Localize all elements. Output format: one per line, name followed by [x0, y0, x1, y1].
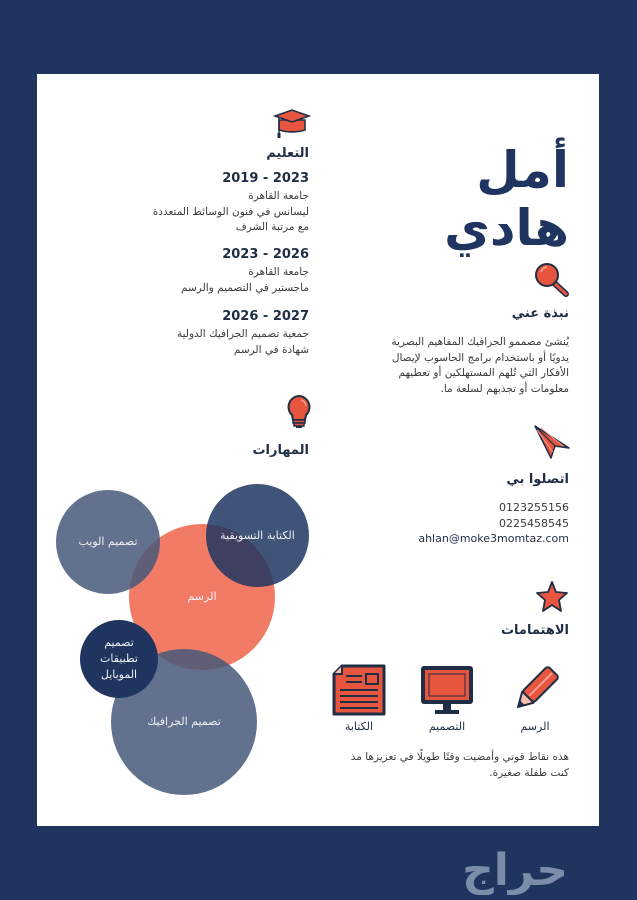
interest-label: الكتابة	[344, 720, 374, 733]
education-item	[109, 171, 309, 236]
interests-text: هذه نقاط قوتي وأمضيت وقتًا طويلًا في تعزيزها مذ كنت طفلة صغيرة.	[350, 751, 569, 779]
interest-label: الرسم	[520, 720, 550, 733]
last-name: هادي	[444, 199, 569, 257]
haraj-watermark	[400, 845, 630, 895]
pencil-icon	[495, 664, 575, 716]
email-link[interactable]: ahlan@moke3momtaz.com	[418, 532, 569, 545]
about-text: يُنشئ مصممو الجرافيك المفاهيم البصرية يدويًا أو باستخدام برامج الحاسوب لإيصال الأفكار التي تُلهم المستهلكين أو تعطيهم معلومات أو تجذبهم لسلعة ما.	[391, 336, 569, 395]
interests-title: الاهتمامات	[500, 623, 569, 638]
education-item	[109, 309, 309, 358]
skill-bubble-mobile-app-design	[80, 620, 158, 698]
education-years: 2019 - 2023	[222, 171, 309, 186]
document-icon	[319, 664, 399, 716]
skill-label: الرسم	[187, 590, 217, 603]
education-line: مع مرتبة الشرف	[235, 221, 309, 233]
contact-details	[418, 500, 569, 547]
magnifier-icon	[533, 262, 573, 298]
education-line: ماجستير في التصميم والرسم	[181, 281, 309, 294]
monitor-icon	[407, 664, 487, 716]
phone-1[interactable]: 0123255156	[499, 501, 569, 514]
lightbulb-icon	[286, 394, 312, 430]
education-line: شهادة في الرسم	[233, 343, 309, 356]
skill-bubble-web-design	[56, 490, 160, 594]
star-icon	[535, 580, 569, 614]
education-title: التعليم	[266, 146, 309, 161]
first-name: أمل	[476, 141, 569, 199]
education-line: ليسانس في فنون الوسائط المتعددة	[152, 205, 309, 218]
education-line: جامعة القاهرة	[248, 190, 309, 202]
education-years: 2023 - 2026	[222, 247, 309, 262]
skill-label: تصميم الجرافيك	[147, 715, 221, 728]
education-item	[109, 247, 309, 296]
interest-item-design	[407, 664, 487, 733]
skill-label: تصميم الويب	[78, 535, 138, 548]
resume-page	[37, 74, 599, 826]
education-line: جامعة القاهرة	[248, 266, 309, 278]
interest-label: التصميم	[428, 720, 466, 733]
interest-item-writing	[319, 664, 399, 733]
paper-plane-icon	[533, 424, 573, 460]
phone-2[interactable]: 0225458545	[499, 516, 569, 530]
education-line: جمعية تصميم الجرافيك الدولية	[176, 328, 309, 340]
education-years: 2026 - 2027	[222, 309, 309, 324]
contact-title: اتصلوا بي	[506, 472, 569, 487]
skill-label: تصميم تطبيقات الموبايل	[100, 636, 138, 681]
skill-label: الكتابة التسويقية	[220, 528, 295, 542]
watermark-text: حراج	[462, 845, 568, 895]
skill-bubble-copywriting	[206, 484, 309, 587]
about-title: نبذة عني	[511, 306, 569, 321]
skills-title: المهارات	[252, 443, 309, 458]
interest-item-drawing	[495, 664, 575, 733]
graduation-cap-icon	[273, 108, 311, 140]
